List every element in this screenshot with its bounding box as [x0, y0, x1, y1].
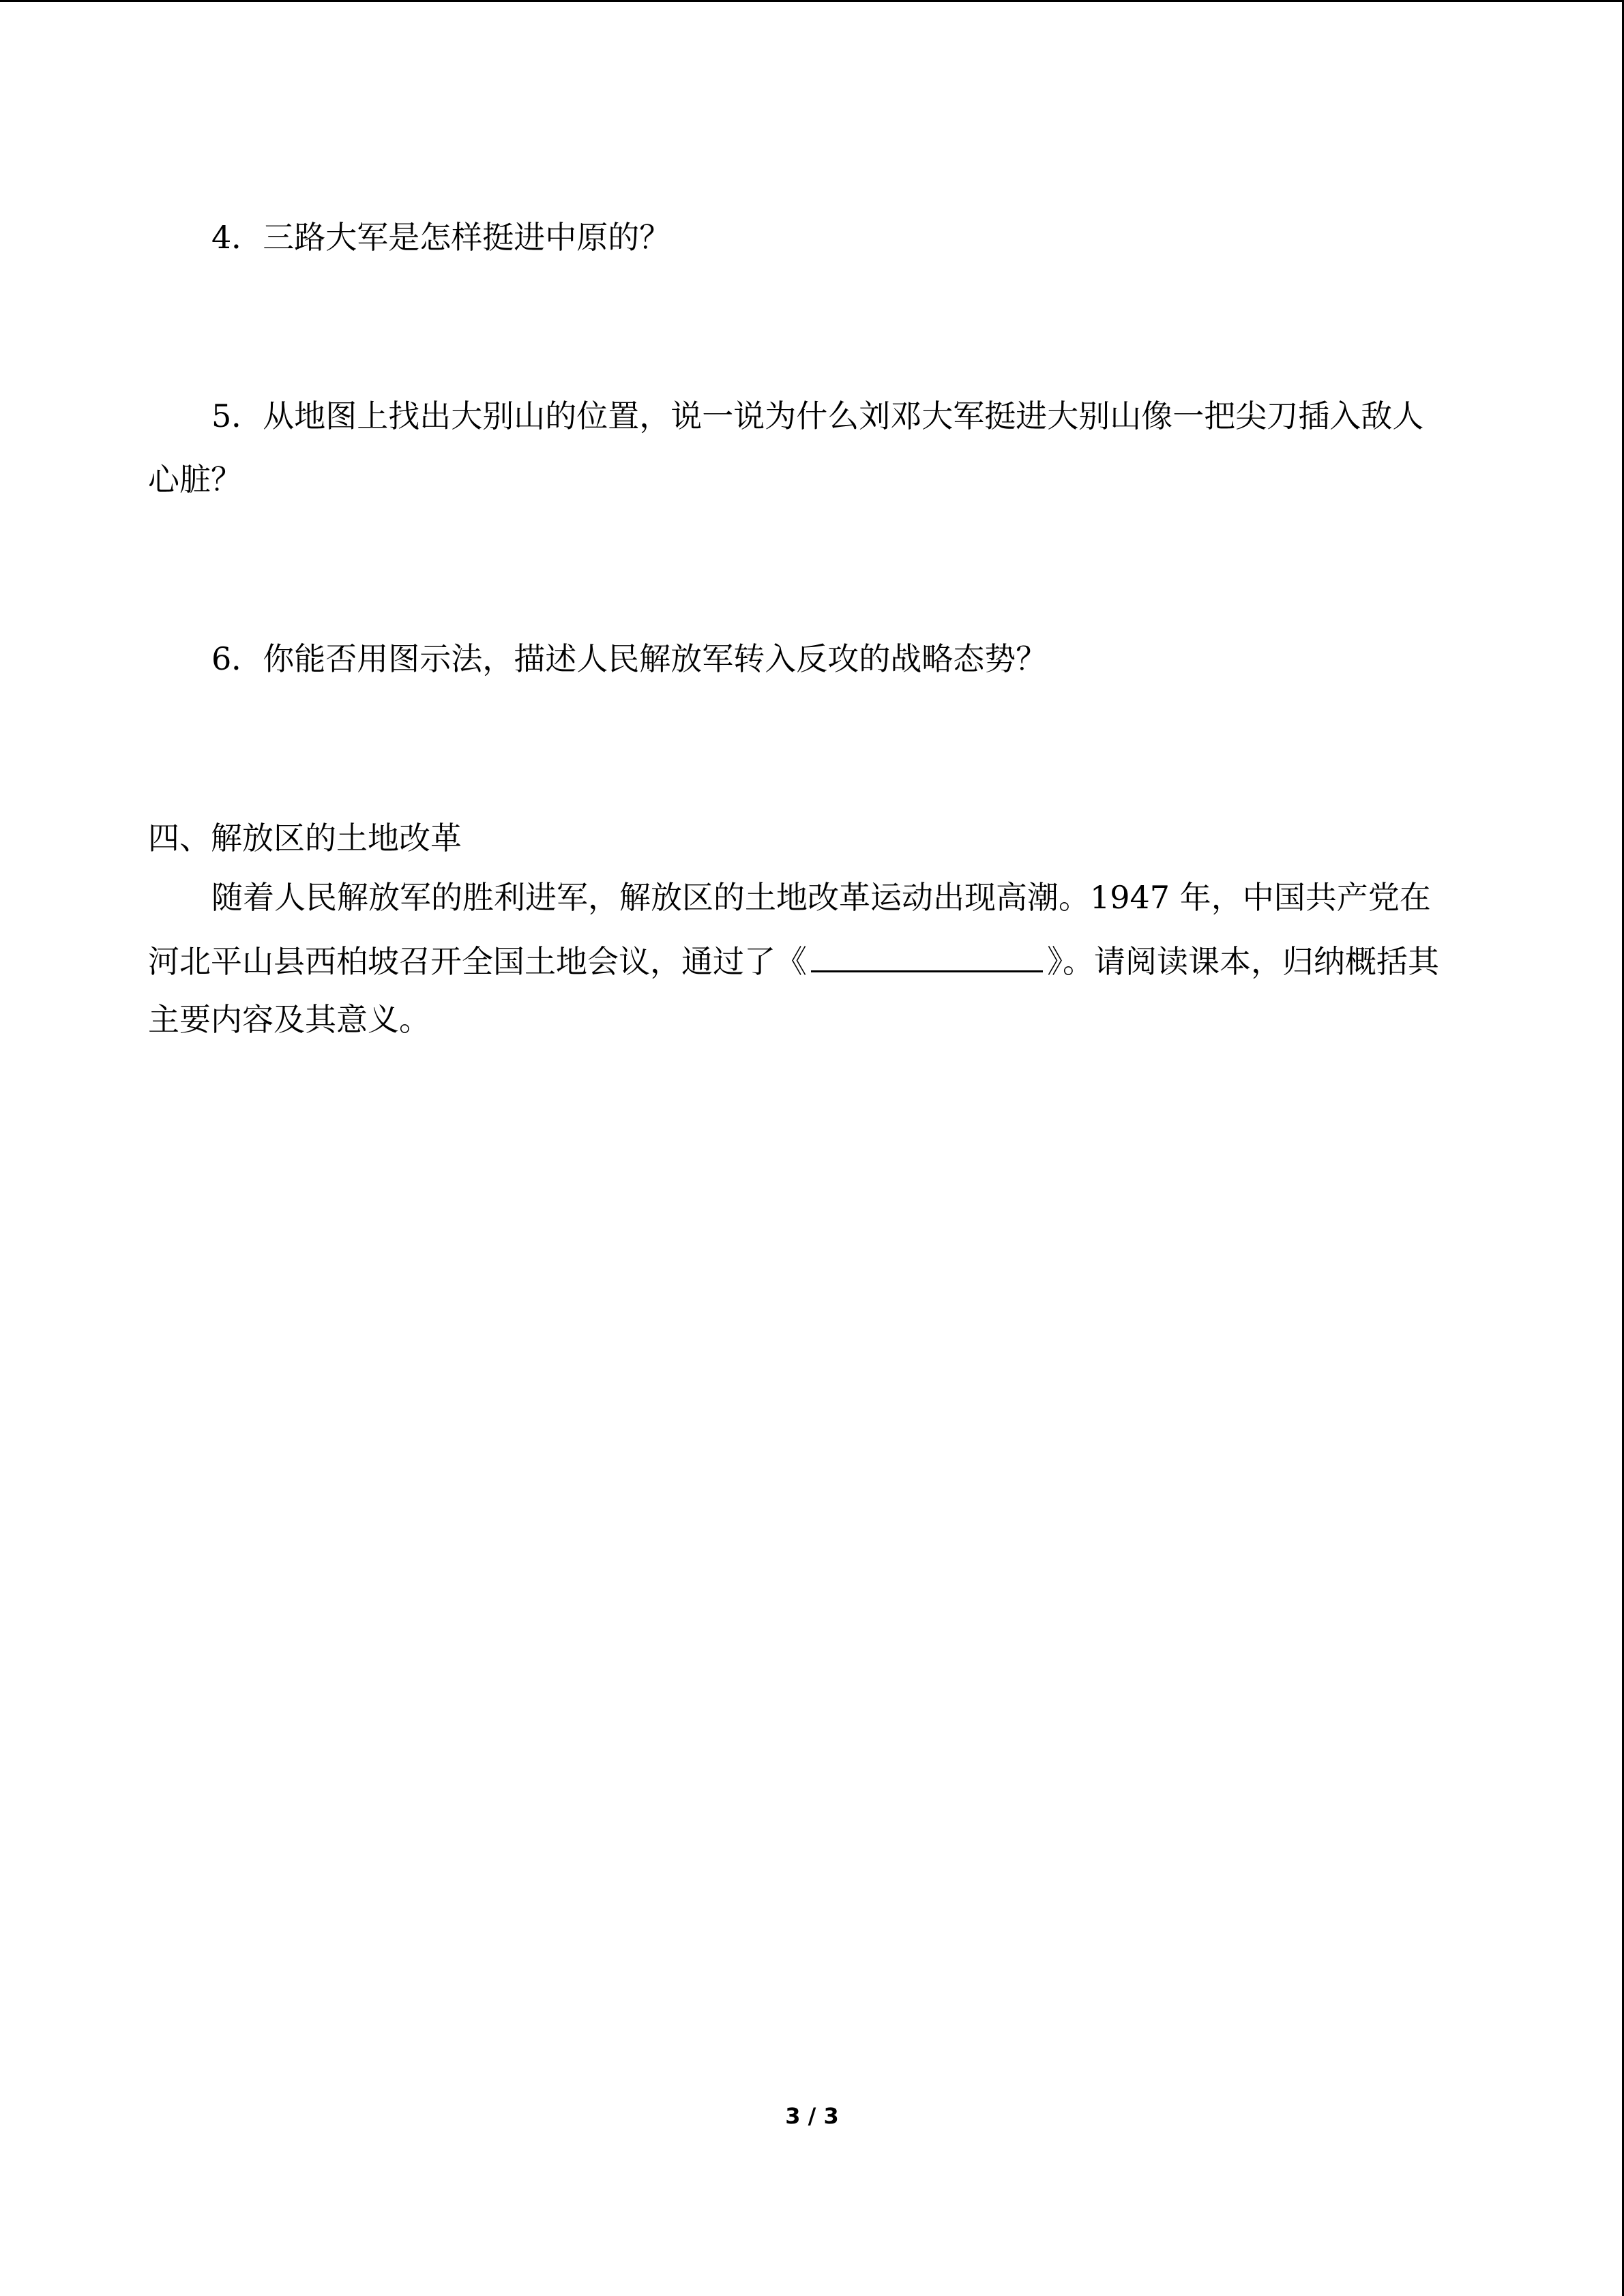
- section-4-paragraph-line-2: [148, 940, 1439, 982]
- section-4-paragraph-line-3: 主要内容及其意义。: [148, 1001, 430, 1038]
- question-4: 4．三路大军是怎样挺进中原的？: [211, 219, 671, 256]
- section-4-heading: 四、解放区的土地改革: [148, 820, 462, 856]
- paragraph-text-before-blank: 河北平山县西柏坡召开全国土地会议，通过了《: [148, 943, 807, 980]
- question-5-line-1: 5．从地图上找出大别山的位置，说一说为什么刘邓大军挺进大别山像一把尖刀插入敌人: [211, 398, 1424, 434]
- fill-in-blank[interactable]: [811, 940, 1043, 972]
- section-4-paragraph-line-1: 随着人民解放军的胜利进军，解放区的土地改革运动出现高潮。1947 年，中国共产党在: [211, 879, 1431, 916]
- question-6: 6．你能否用图示法，描述人民解放军转入反攻的战略态势？: [211, 640, 1048, 677]
- page-number: 3 / 3: [785, 2103, 839, 2129]
- question-5-line-2: 心脏？: [148, 461, 242, 498]
- paragraph-text-after-blank: 》。请阅读课本，归纳概括其: [1047, 943, 1439, 980]
